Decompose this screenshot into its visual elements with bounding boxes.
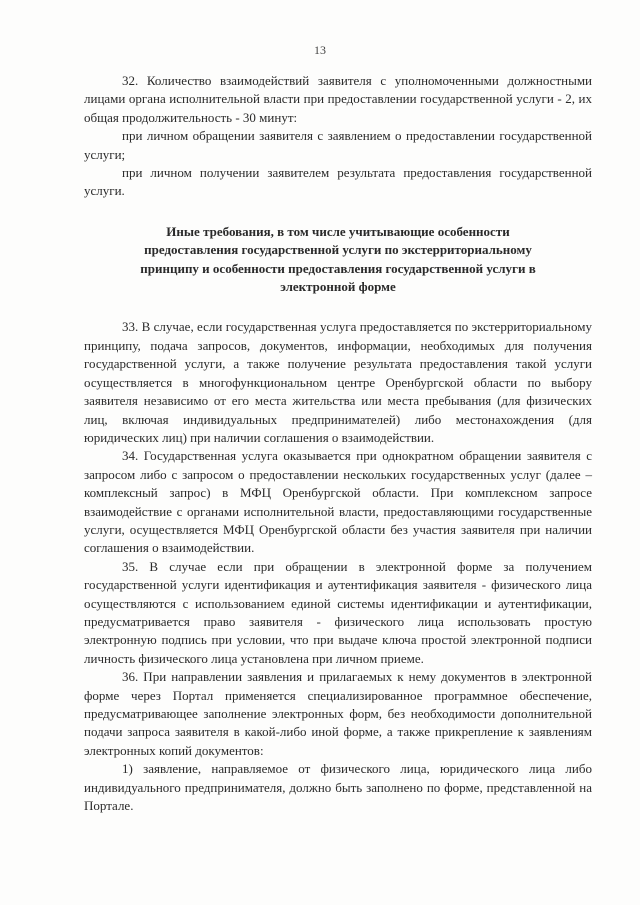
heading-line-1: Иные требования, в том числе учитывающие особенности: [166, 223, 510, 239]
section-heading: [84, 223, 592, 297]
paragraph-35: 35. В случае если при обращении в электронной форме за получением государственной услуги идентификация и аутентификация заявителя - физического лица осуществляются с использованием единой системы идентификации и аутентификации, предусматривается право заявителя - физического лица использовать простую электронную подпись при условии, что при выдаче ключа простой электронной подписи личность физического лица установлена при личном приеме.: [84, 558, 592, 666]
spacer: [84, 296, 592, 318]
paragraph-36-item-1: 1) заявление, направляемое от физического лица, юридического лица либо индивидуального предпринимателя, должно быть заполнено по форме, представленной на Портале.: [84, 761, 592, 814]
page-number: 13: [314, 43, 326, 57]
heading-line-2: предоставления государственной услуги по экстерриториальному: [144, 242, 532, 258]
heading-line-4: электронной форме: [280, 279, 396, 295]
paragraph-32-item-1: при личном обращении заявителя с заявлением о предоставлении государственной услуги;: [84, 128, 592, 162]
paragraph-32: 32. Количество взаимодействий заявителя с уполномоченными должностными лицами органа исполнительной власти при предоставлении государственной услуги - 2, их общая продолжительность - 30 минут:: [84, 73, 592, 125]
paragraph-33: 33. В случае, если государственная услуга предоставляется по экстерриториальному принципу, подача запросов, документов, информации, необходимых для получения государственной услуги, а также получение результата предоставления такой услуги осуществляется в многофункциональном центре Оренбургской области по выбору заявителя независимо от его места жительства или места пребывания (для физических лиц, включая индивидуальных предпринимателей) либо местонахождения (для юридических лиц) при наличии соглашения о взаимодействии.: [84, 319, 592, 445]
document-body: [84, 72, 592, 815]
paragraph-32-item-2: при личном получении заявителем результата предоставления государственной услуги.: [84, 165, 592, 199]
heading-line-3: принципу и особенности предоставления государственной услуги в: [140, 260, 536, 276]
spacer: [84, 201, 592, 223]
paragraph-34: 34. Государственная услуга оказывается при однократном обращении заявителя с запросом либо с запросом о предоставлении нескольких государственных услуг (далее – комплексный запрос) в МФЦ Оренбургской области. При комплексном запросе взаимодействие с органами исполнительной власти, предоставляющими государственные услуги, осуществляется МФЦ Оренбургской области без участия заявителя при наличии соглашения о взаимодействии.: [84, 448, 592, 556]
paragraph-36: 36. При направлении заявления и прилагаемых к нему документов в электронной форме через Портал применяется специализированное программное обеспечение, предусматривающее заполнение электронных форм, без необходимости дополнительной подачи запроса заявителя в какой-либо иной форме, а также прикрепление к заявлениям электронных копий документов:: [84, 669, 592, 758]
